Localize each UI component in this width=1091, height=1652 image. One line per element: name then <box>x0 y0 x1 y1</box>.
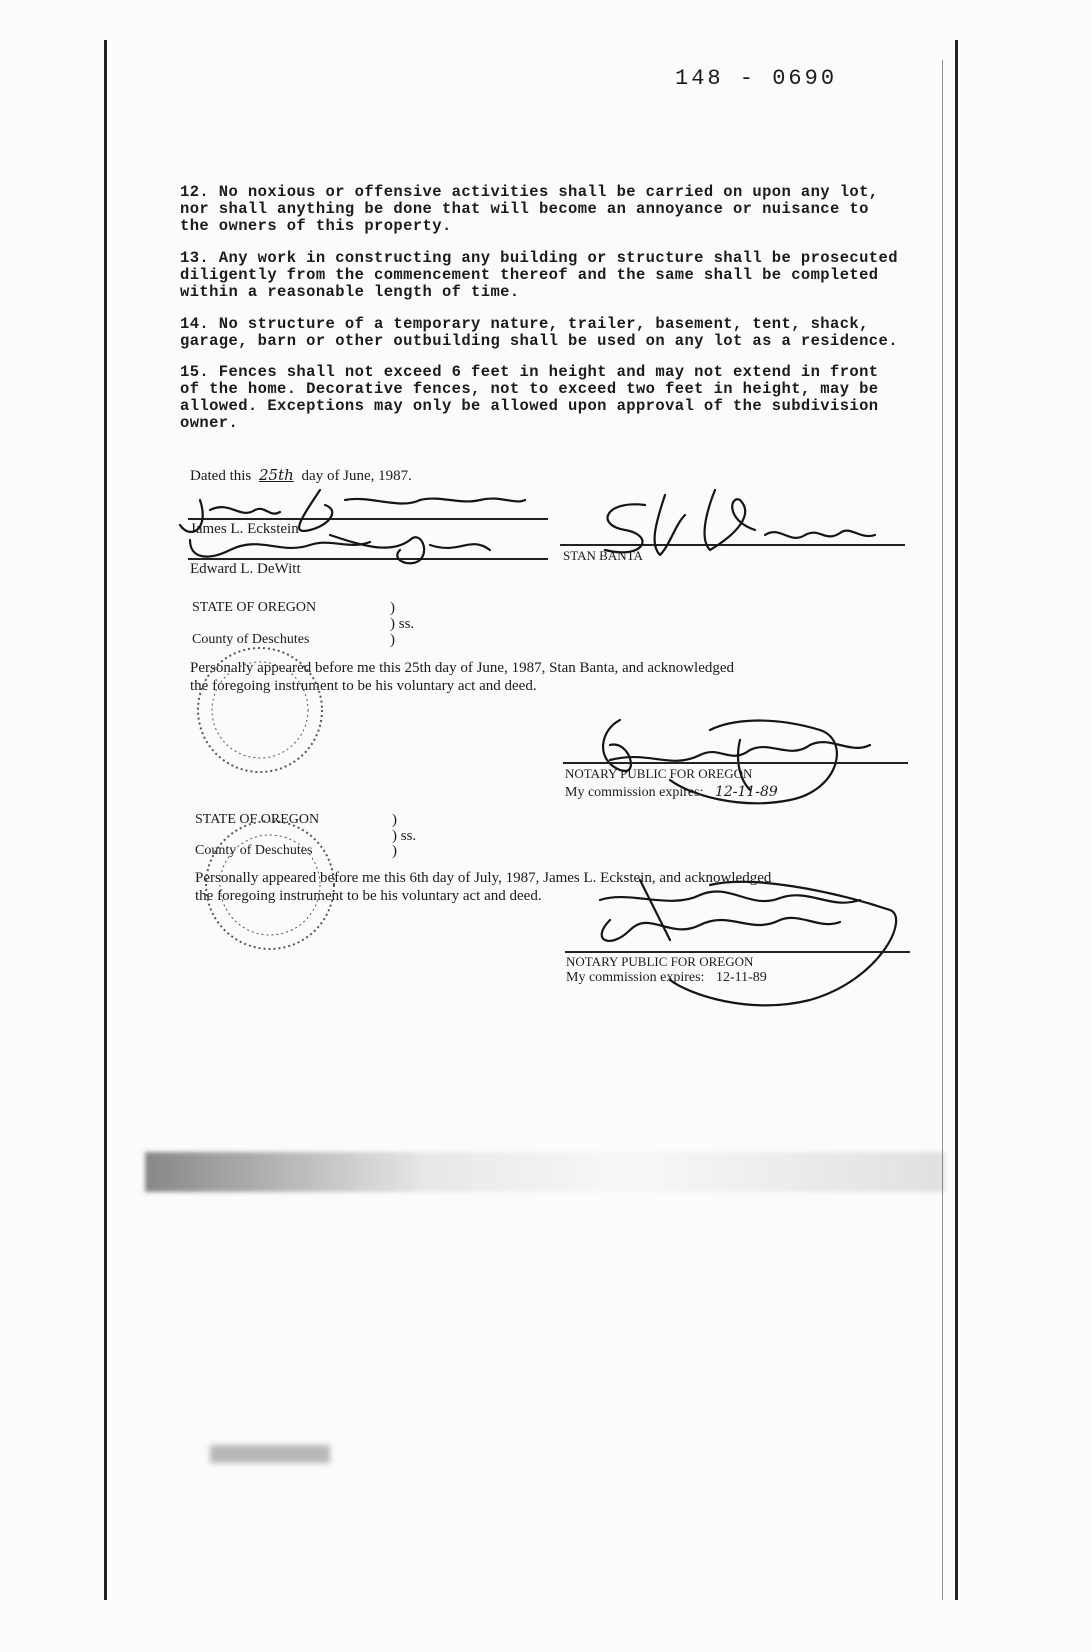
notary2-signature-line <box>565 951 910 953</box>
notary2-title: NOTARY PUBLIC FOR OREGON <box>566 954 754 969</box>
signature-eckstein <box>170 480 570 640</box>
notary1-paren1: ) <box>390 600 395 616</box>
scan-smudge-band <box>145 1152 945 1192</box>
left-scan-border <box>104 40 107 1600</box>
notary2-commission <box>566 970 767 986</box>
notary1-county: County of Deschutes <box>192 632 310 647</box>
paragraph-12: 12. No noxious or offensive activities shall be carried on upon any lot, nor shall anything be done that will become an annoyance or nuisance to the owners of this property. <box>180 183 879 235</box>
notary2-state: STATE OF OREGON <box>195 812 320 827</box>
dated-day-handwritten: 25th <box>259 466 294 484</box>
notary2-paren2: ) ss. <box>392 828 417 844</box>
notary1-state: STATE OF OREGON <box>192 600 317 615</box>
dated-suffix: day of June, 1987. <box>301 468 412 484</box>
notary-seal-2 <box>180 810 360 960</box>
notary2-county: County of Deschutes <box>195 843 313 858</box>
notary2-signature <box>580 870 920 1030</box>
paragraph-13: 13. Any work in constructing any building or structure shall be prosecuted diligently from the commencement thereof and the same shall be completed within a reasonable length of time. <box>180 249 898 301</box>
paragraph-14: 14. No structure of a temporary nature, trailer, basement, tent, shack, garage, barn or other outbuilding shall be used on any lot as a residence. <box>180 315 898 350</box>
notary1-commission-label: My commission expires: <box>565 785 704 800</box>
notary1-signature <box>590 700 880 830</box>
scan-speck-bottom <box>210 1445 330 1463</box>
notary1-commission <box>565 784 778 801</box>
signer2-name: Edward L. DeWitt <box>190 561 301 577</box>
signer3-name: STAN BANTA <box>563 548 643 563</box>
notary2-commission-label: My commission expires: <box>566 970 705 985</box>
paragraph-15: 15. Fences shall not exceed 6 feet in height and may not extend in front of the home. Decorative fences, not to exceed two feet in height, may be allowed. Exceptions may only be allowed upon approval of the subdivision owner. <box>180 363 879 432</box>
page-number: 148 - 0690 <box>675 66 838 91</box>
dated-prefix: Dated this <box>190 468 252 484</box>
notary2-paren1: ) <box>392 812 397 828</box>
right-scan-border <box>955 40 958 1600</box>
notary1-commission-date: 12-11-89 <box>714 784 778 800</box>
signer1-name: James L. Eckstein <box>190 521 299 537</box>
notary1-statement-line2: the foregoing instrument to be his voluntary act and deed. <box>190 678 537 694</box>
signature-banta <box>565 485 885 575</box>
notary1-statement-line1: Personally appeared before me this 25th day of June, 1987, Stan Banta, and acknowledged <box>190 660 735 676</box>
notary1-signature-line <box>563 762 908 764</box>
notary1-title: NOTARY PUBLIC FOR OREGON <box>565 766 753 781</box>
right-scan-border-inner <box>942 60 943 1600</box>
notary2-paren3: ) <box>392 843 397 859</box>
notary2-statement-line1: Personally appeared before me this 6th day of July, 1987, James L. Eckstein, and acknowledged <box>195 870 772 886</box>
notary1-paren2: ) ss. <box>390 616 415 632</box>
notary2-commission-date: 12-11-89 <box>715 970 767 985</box>
notary1-paren3: ) <box>390 632 395 648</box>
notary2-statement-line2: the foregoing instrument to be his voluntary act and deed. <box>195 888 542 904</box>
notary-seal-1 <box>170 640 350 780</box>
